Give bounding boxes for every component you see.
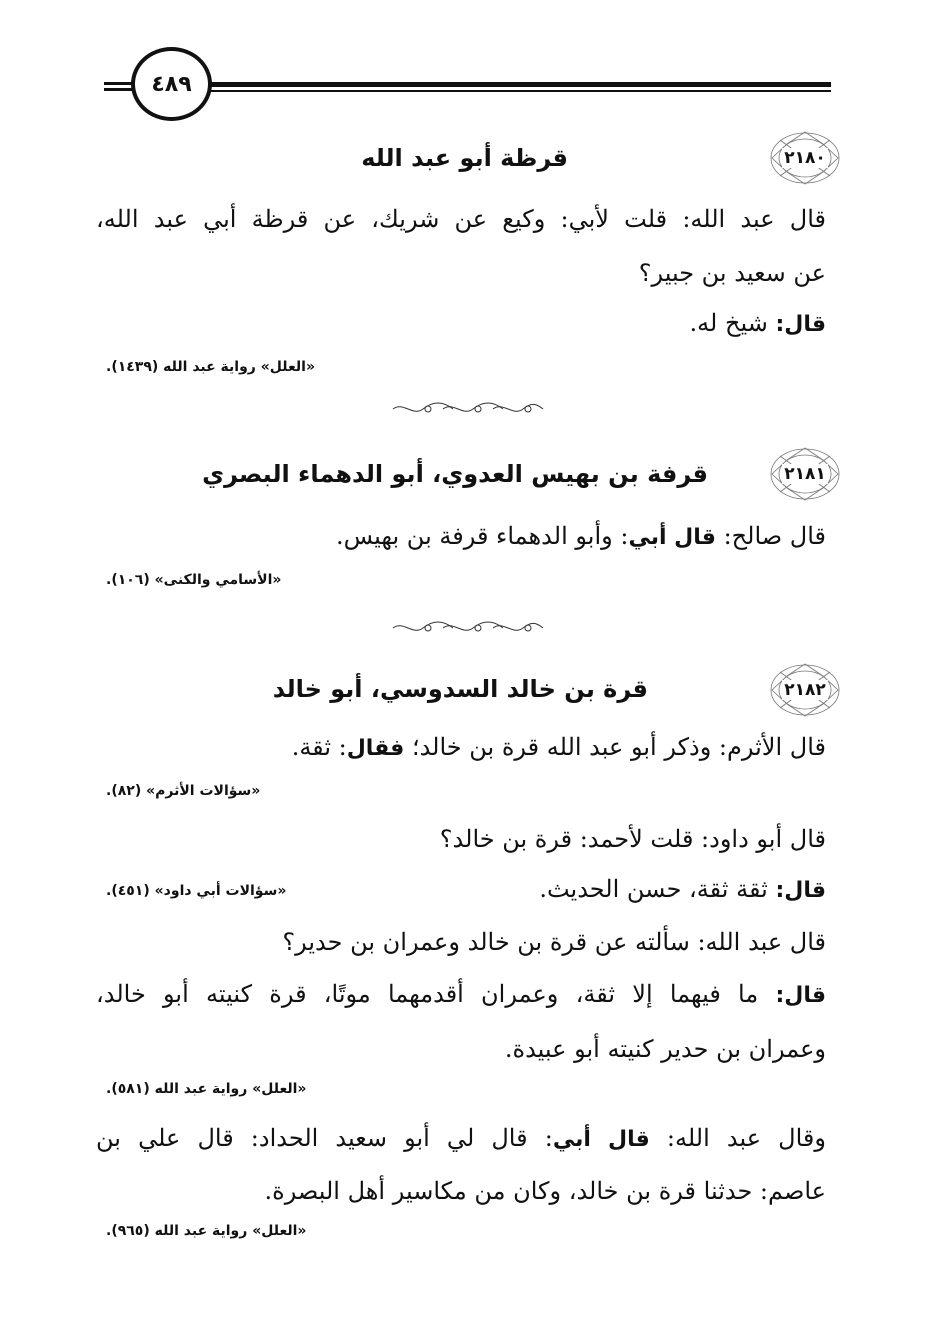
text-line: وعمران بن حدير كنيته أبو عبيدة. <box>504 1035 826 1063</box>
entry-number-badge <box>768 130 842 186</box>
text-segment: : ثقة. <box>291 733 347 761</box>
answer-label: قال: <box>775 983 826 1008</box>
source-citation: «الأسامي والكنى» (١٠٦). <box>106 572 282 588</box>
text-line: عاصم: حدثنا قرة بن خالد، وكان من مكاسير أهل البصرة. <box>264 1177 826 1205</box>
entry-number-badge <box>768 662 842 718</box>
answer-text: شيخ له. <box>689 309 776 337</box>
entry-number-badge <box>768 446 842 502</box>
text-line <box>96 519 826 555</box>
text-line <box>96 1121 826 1157</box>
answer-label: قال: <box>775 312 826 337</box>
text-segment: وقال عبد الله: <box>649 1124 826 1152</box>
entry-title: قرظة أبو عبد الله <box>361 144 568 172</box>
header-rule-left <box>104 88 134 91</box>
header-rule-right-thick <box>205 82 831 87</box>
source-citation: «سؤالات أبي داود» (٤٥١). <box>106 883 287 899</box>
text-line <box>96 306 826 342</box>
source-citation: «سؤالات الأثرم» (٨٢). <box>106 783 261 799</box>
entry-title: قرة بن خالد السدوسي، أبو خالد <box>272 675 648 703</box>
text-line: قال عبد الله: قلت لأبي: وكيع عن شريك، عن قرظة أبي عبد الله، <box>96 205 826 233</box>
entry-number: ٢١٨٢ <box>784 680 826 700</box>
entry-number: ٢١٨٠ <box>784 148 826 168</box>
answer-text: ما فيهما إلا ثقة، وعمران أقدمهما موتًا، قرة كنيته أبو خالد، <box>96 980 776 1008</box>
text-segment: قال صالح: <box>715 522 826 550</box>
text-line <box>96 977 826 1013</box>
text-line: عن سعيد بن جبير؟ <box>638 259 826 287</box>
page-number: ٤٨٩ <box>151 71 192 97</box>
answer-label: قال: <box>775 878 826 903</box>
source-citation: «العلل» رواية عبد الله (١٤٣٩). <box>106 359 315 375</box>
text-segment: : وأبو الدهماء قرفة بن بهيس. <box>335 522 629 550</box>
page-number-badge <box>131 47 212 121</box>
source-citation: «العلل» رواية عبد الله (٩٦٥). <box>106 1223 307 1239</box>
header-rule-right-thin <box>205 90 831 92</box>
entry-number: ٢١٨١ <box>784 464 826 484</box>
answer-text: ثقة ثقة، حسن الحديث. <box>539 875 776 903</box>
separator-ornament-icon <box>388 401 548 417</box>
bold-phrase: قال أبي <box>628 525 716 550</box>
separator-ornament-icon <box>388 620 548 636</box>
text-segment: : قال لي أبو سعيد الحداد: قال علي بن <box>96 1124 553 1152</box>
header-rule-left <box>104 82 134 85</box>
text-segment: قال الأثرم: وذكر أبو عبد الله قرة بن خالد؛ <box>404 733 826 761</box>
source-citation: «العلل» رواية عبد الله (٥٨١). <box>106 1081 307 1097</box>
bold-phrase: فقال <box>346 736 405 761</box>
text-line: قال عبد الله: سألته عن قرة بن خالد وعمران بن حدير؟ <box>282 928 826 956</box>
text-line <box>96 730 826 766</box>
bold-phrase: قال أبي <box>552 1127 650 1152</box>
entry-title: قرفة بن بهيس العدوي، أبو الدهماء البصري <box>202 460 708 488</box>
text-line: قال أبو داود: قلت لأحمد: قرة بن خالد؟ <box>439 825 826 853</box>
